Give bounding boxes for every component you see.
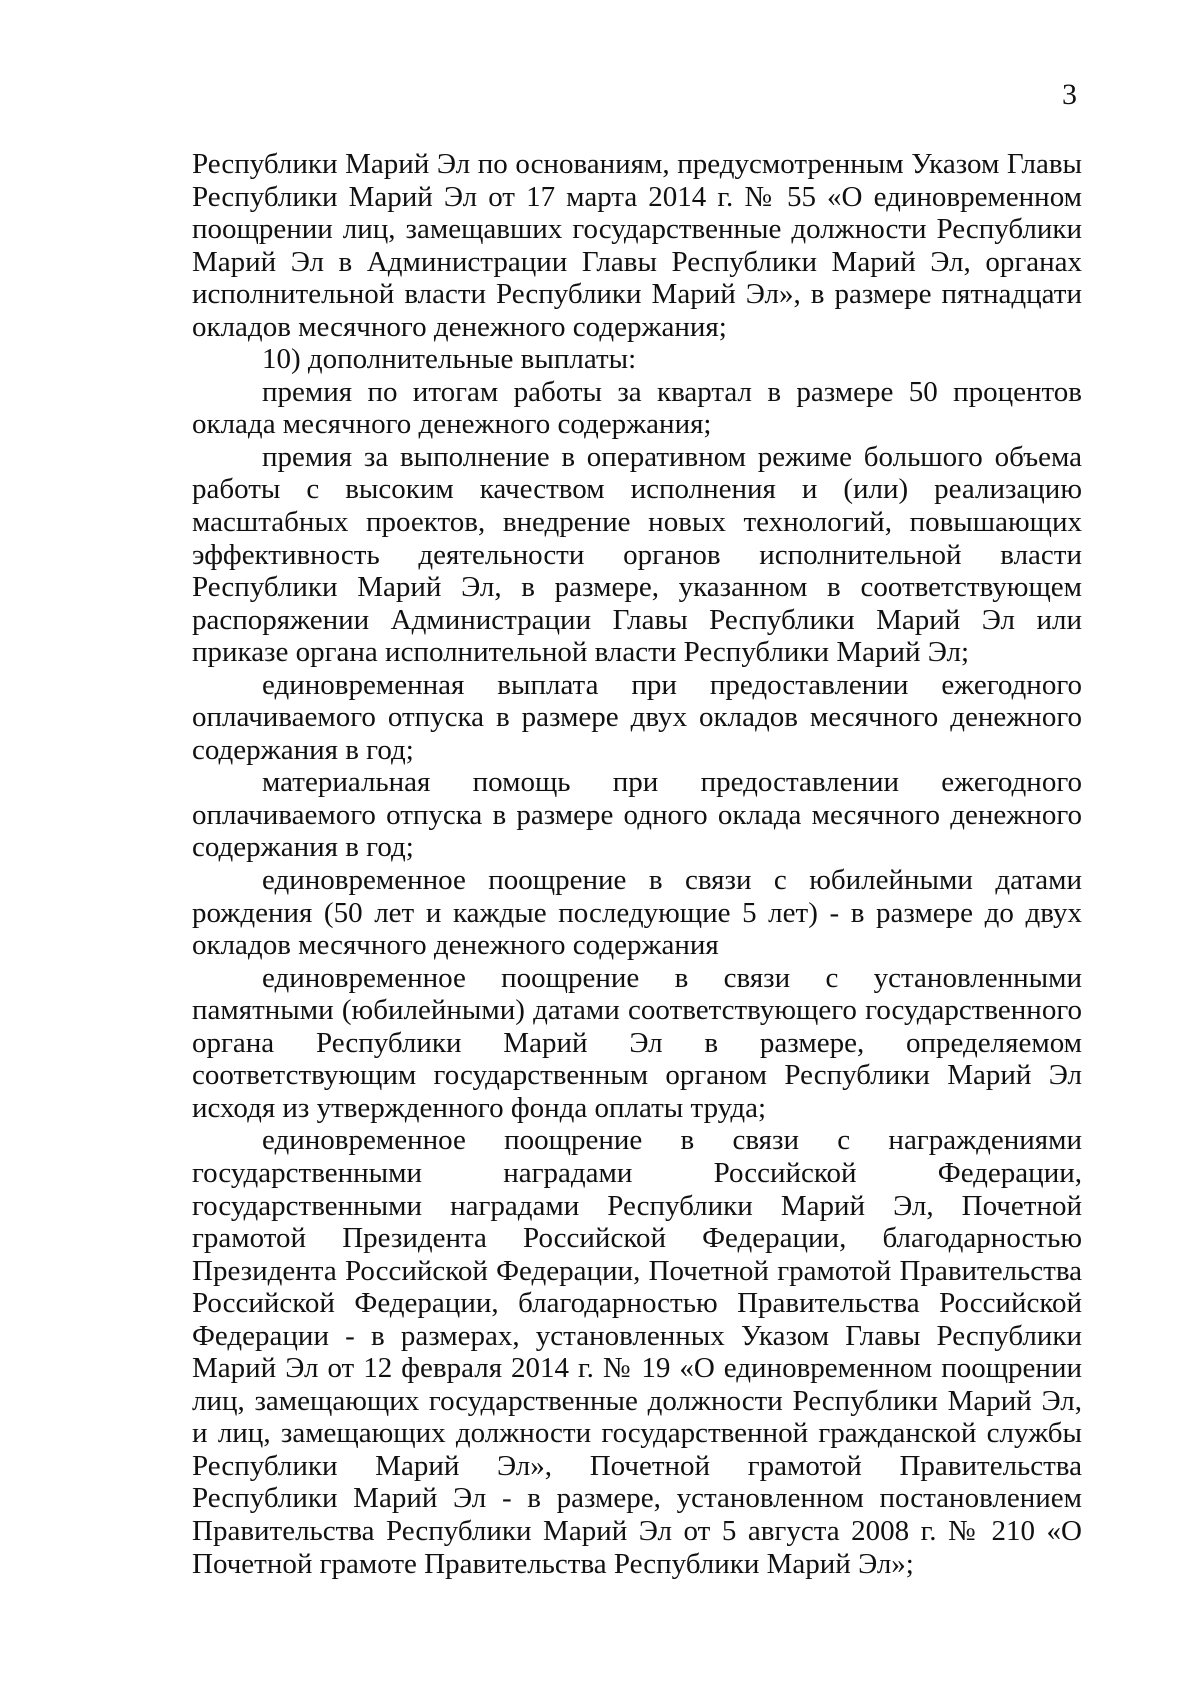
paragraph-item-10: 10) дополнительные выплаты: <box>262 343 637 376</box>
paragraph-memorial-dates-bonus: единовременное поощрение в связи с установленными памятными (юбилейными) датами соответствующего государственного органа Республики Марий Эл в размере, определяемом соответствующим государственным органом Республики Марий Эл исходя из утвержденного фонда оплаты труда; <box>192 961 1082 1124</box>
paragraph-awards-bonus: единовременное поощрение в связи с награждениями государственными наградами Российской Федерации, государственными наградами Республики Марий Эл, Почетной грамотой Президента Российской Федерации, благодарностью Президента Российской Федерации, Почетной грамотой Правительства Российской Федерации, благодарностью Правительства Российской Федерации - в размерах, установленных Указом Главы Республики Марий Эл от 12 февраля 2014 г. № 19 «О единовременном поощрении лиц, замещающих государственные должности Республики Марий Эл, и лиц, замещающих должности государственной гражданской службы Республики Марий Эл», Почетной грамотой Правительства Республики Марий Эл - в размере, установленном постановлением Правительства Республики Марий Эл от 5 августа 2008 г. № 210 «О Почетной грамоте Правительства Республики Марий Эл»; <box>192 1124 1082 1580</box>
page-number: 3 <box>1062 78 1077 111</box>
paragraph-continuation: Республики Марий Эл по основаниям, предусмотренным Указом Главы Республики Марий Эл от 17 марта 2014 г. № 55 «О единовременном поощрении лиц, замещавших государственные должности Республики Марий Эл в Администрации Главы Республики Марий Эл, органах исполнительной власти Республики Марий Эл», в размере пятнадцати окладов месячного денежного содержания; <box>192 148 1082 343</box>
paragraph-quarterly-bonus: премия по итогам работы за квартал в размере 50 процентов оклада месячного денежного содержания; <box>192 375 1082 441</box>
document-body <box>192 148 1082 1580</box>
paragraph-birthday-bonus: единовременное поощрение в связи с юбилейными датами рождения (50 лет и каждые последующие 5 лет) - в размере до двух окладов месячного денежного содержания <box>192 864 1082 962</box>
paragraph-vacation-payment: единовременная выплата при предоставлении ежегодного оплачиваемого отпуска в размере двух окладов месячного денежного содержания в год; <box>192 668 1082 766</box>
paragraph-workload-bonus: премия за выполнение в оперативном режиме большого объема работы с высоким качеством исполнения и (или) реализацию масштабных проектов, внедрение новых технологий, повышающих эффективность деятельности органов исполнительной власти Республики Марий Эл, в размере, указанном в соответствующем распоряжении Администрации Главы Республики Марий Эл или приказе органа исполнительной власти Республики Марий Эл; <box>192 440 1082 669</box>
paragraph-material-aid: материальная помощь при предоставлении ежегодного оплачиваемого отпуска в размере одного оклада месячного денежного содержания в год; <box>192 766 1082 864</box>
